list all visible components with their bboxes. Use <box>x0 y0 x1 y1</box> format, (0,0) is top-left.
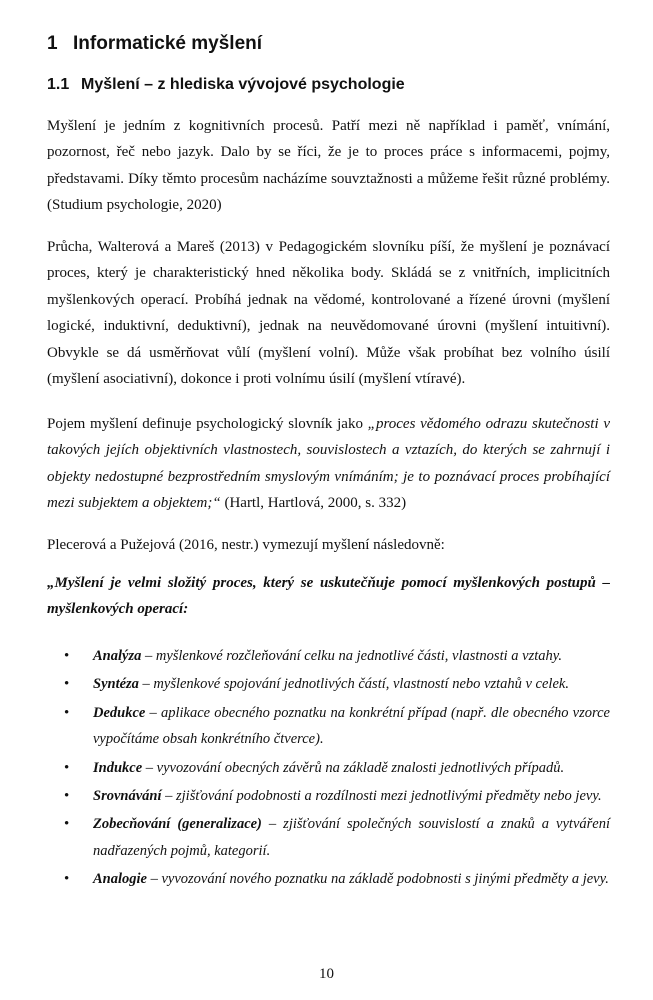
operation-term: Syntéza <box>93 676 139 693</box>
list-item <box>60 643 610 669</box>
paragraph-lead-in: Plecerová a Pužejová (2016, nestr.) vymezují myšlení následovně: <box>47 537 445 553</box>
operation-description: – zjišťování podobnosti a rozdílnosti mezi jednotlivými předměty nebo jevy. <box>161 788 602 805</box>
chapter-heading <box>47 33 262 55</box>
paragraph-cognitive-processes: Myšlení je jedním z kognitivních procesů. Patří mezi ně například i paměť, vnímání, pozornost, řeč nebo jazyk. Dalo by se říci, že je to proces práce s informacemi, pojmy, představami. Díky těmto procesům nacházíme souvztažnosti a můžeme řešit různé problémy. (Studium psychologie, 2020) <box>47 118 610 214</box>
chapter-title: Informatické myšlení <box>73 33 263 54</box>
operation-description: – aplikace obecného poznatku na konkrétní případ (např. dle obecného vzorce vypočítáme obsah konkrétního čtverce). <box>93 704 610 748</box>
bullet-icon: • <box>64 816 70 833</box>
operation-description: – myšlenkové spojování jednotlivých částí, vlastností nebo vztahů v celek. <box>138 676 569 693</box>
section-heading <box>47 76 405 94</box>
bold-italic-quote: „Myšlení je velmi složitý proces, který se uskutečňuje pomocí myšlenkových postupů – myšlenkových operací: <box>47 575 610 618</box>
operation-term: Srovnávání <box>93 788 162 805</box>
operation-description: – myšlenkové rozčleňování celku na jednotlivé části, vlastnosti a vztahy. <box>141 648 562 664</box>
bullet-icon: • <box>64 759 70 776</box>
operation-description: – zjišťování společných souvislostí a znaků a vytváření nadřazených pojmů, kategorií. <box>93 816 611 859</box>
list-item <box>60 755 610 781</box>
operation-description: – vyvozování obecných závěrů na základě znalosti jednotlivých případů. <box>142 759 565 776</box>
page-number: 10 <box>319 966 334 982</box>
definition-citation: (Hartl, Hartlová, 2000, s. 332) <box>220 495 407 512</box>
operation-term: Indukce <box>93 759 143 776</box>
paragraph-definition <box>47 411 610 517</box>
bullet-icon: • <box>64 648 70 664</box>
list-item <box>60 671 610 697</box>
section-number: 1.1 <box>47 76 70 93</box>
operation-term: Analogie <box>93 871 147 888</box>
list-item <box>60 783 610 809</box>
operation-term: Dedukce <box>93 704 146 721</box>
chapter-number: 1 <box>47 33 58 54</box>
paragraph-pedagogical-dictionary: Průcha, Walterová a Mareš (2013) v Pedagogickém slovníku píší, že myšlení je poznávací proces, který je charakteristický hned několika body. Skládá se z vnitřních, implicitních myšlenkových operací. Probíhá jednak na vědomé, kontrolované a řízené úrovni (myšlení logické, induktivní, deduktivní), jednak na neuvědomované úrovni (myšlení intuitivní). Obvykle se dá usměrňovat vůlí (myšlení volní). Může však probíhat bez volního úsilí (myšlení asociativní), dokonce i proti volnímu úsilí (myšlení vtíravé). <box>47 239 610 388</box>
list-item <box>60 866 610 892</box>
bullet-icon: • <box>64 788 70 805</box>
definition-intro: Pojem myšlení definuje psychologický slovník jako <box>47 416 368 432</box>
bullet-icon: • <box>64 676 70 693</box>
operation-term: Analýza <box>93 648 142 664</box>
operations-list <box>60 643 610 895</box>
bullet-icon: • <box>64 871 70 888</box>
operation-term: Zobecňování (generalizace) <box>93 816 262 833</box>
operation-description: – vyvozování nového poznatku na základě podobnosti s jinými předměty a jevy. <box>146 871 609 888</box>
list-item <box>60 811 610 864</box>
section-title: Myšlení – z hlediska vývojové psychologie <box>81 76 405 93</box>
definition-quote: „proces vědomého odrazu skutečnosti v takových jejích objektivních vlastnostech, souvislostech a vztazích, do kterých se zahrnují i objekty nedostupné bezprostředním smyslovým vnímáním; je to poznávací proces probíhající mezi subjektem a objektem;“ <box>47 416 610 512</box>
bullet-icon: • <box>64 704 70 721</box>
list-item <box>60 700 610 753</box>
